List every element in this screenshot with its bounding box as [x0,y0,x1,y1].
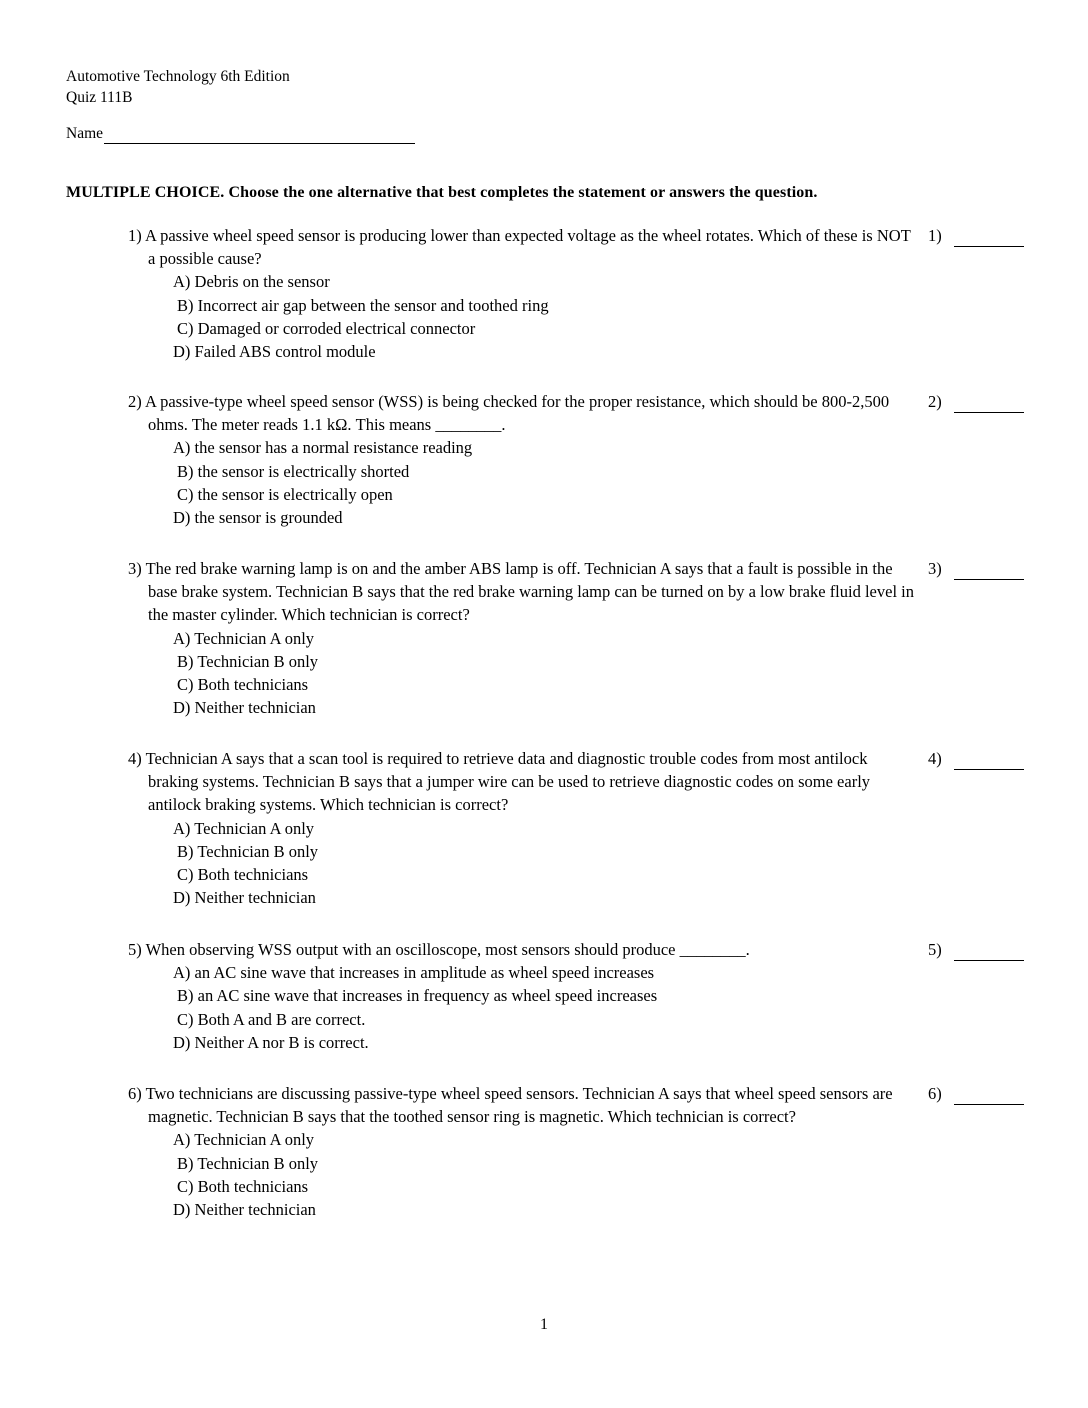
choice-b: B) the sensor is electrically shorted [177,461,410,481]
question-stem: 4) Technician A says that a scan tool is required to retrieve data and diagnostic trouble codes from most antilock braking systems. Technician B says that a jumper wire can be used to retrieve diagnostic codes on some early antilock braking systems. Which technician is correct? [128,749,871,815]
choice-b: B) Technician B only [177,1153,319,1173]
question-stem: 2) A passive-type wheel speed sensor (WSS) is being checked for the proper resistance, which should be 800-2,500 ohms. The meter reads 1.1 kΩ. This means ________. [128,392,890,435]
choice-d: D) Neither technician [173,1200,316,1220]
question-stem: 1) A passive wheel speed sensor is producing lower than expected voltage as the wheel rotates. Which of these is NOT a possible cause? [128,226,911,269]
choice-a: A) Technician A only [173,818,315,838]
answer-blank [954,230,1024,247]
answer-slot [928,390,1024,413]
choice-c: C) Both technicians [177,865,309,885]
name-label: Name [66,125,104,142]
question-stem: 3) The red brake warning lamp is on and the amber ABS lamp is off. Technician A says that a fault is possible in the base brake system. Technician B says that the red brake warning lamp can be turned on by a low brake fluid level in the master cylinder. Which technician is correct? [128,559,915,625]
choice-d: D) Neither technician [173,888,316,908]
choice-a: A) Technician A only [173,1130,315,1150]
question-4 [128,747,1028,909]
choice-b: B) Incorrect air gap between the sensor and toothed ring [177,295,549,315]
answer-blank [954,753,1024,770]
question-5 [128,938,1028,1054]
choice-a: A) the sensor has a normal resistance reading [173,438,473,458]
choice-list [128,1128,1028,1221]
answer-blank [954,396,1024,413]
instructions: MULTIPLE CHOICE. Choose the one alternative that best completes the statement or answers the question. [66,184,818,201]
question-1 [128,224,1028,363]
answer-slot [928,747,1024,770]
choice-d: D) the sensor is grounded [173,508,343,528]
choice-d: D) Neither technician [173,698,316,718]
answer-blank [954,944,1024,961]
choice-list [128,817,1028,910]
answer-number: 6) [928,1084,942,1103]
answer-number: 2) [928,392,942,411]
choice-a: A) an AC sine wave that increases in amplitude as wheel speed increases [173,963,655,983]
answer-slot [928,938,1024,961]
answer-number: 1) [928,226,942,245]
answer-number: 5) [928,940,942,959]
choice-list [128,961,1028,1054]
answer-slot [928,224,1024,247]
choice-b: B) Technician B only [177,841,319,861]
question-6 [128,1082,1028,1221]
choice-list [128,436,1028,529]
answer-blank [954,563,1024,580]
answer-number: 3) [928,559,942,578]
question-2 [128,390,1028,529]
answer-number: 4) [928,749,942,768]
choice-list [128,270,1028,363]
choice-list [128,627,1028,720]
choice-b: B) Technician B only [177,651,319,671]
choice-a: A) Technician A only [173,628,315,648]
answer-slot [928,557,1024,580]
question-stem: 5) When observing WSS output with an oscilloscope, most sensors should produce ________. [128,940,750,959]
question-3 [128,557,1028,719]
page-number: 1 [540,1316,548,1333]
choice-a: A) Debris on the sensor [173,272,330,292]
answer-blank [954,1088,1024,1105]
quiz-id: Quiz 111B [66,89,133,106]
choice-c: C) Damaged or corroded electrical connector [177,318,476,338]
choice-c: C) Both technicians [177,1176,309,1196]
document-title: Automotive Technology 6th Edition [66,68,290,85]
name-field [66,124,415,144]
name-blank-line [104,125,415,144]
choice-c: C) Both technicians [177,675,309,695]
question-stem: 6) Two technicians are discussing passive-type wheel speed sensors. Technician A says that wheel speed sensors are magnetic. Technician B says that the toothed sensor ring is magnetic. Which technician is correct? [128,1084,893,1127]
answer-slot [928,1082,1024,1105]
choice-b: B) an AC sine wave that increases in frequency as wheel speed increases [177,986,658,1006]
choice-c: C) the sensor is electrically open [177,484,393,504]
choice-c: C) Both A and B are correct. [177,1009,366,1029]
choice-d: D) Failed ABS control module [173,342,376,362]
choice-d: D) Neither A nor B is correct. [173,1032,369,1052]
